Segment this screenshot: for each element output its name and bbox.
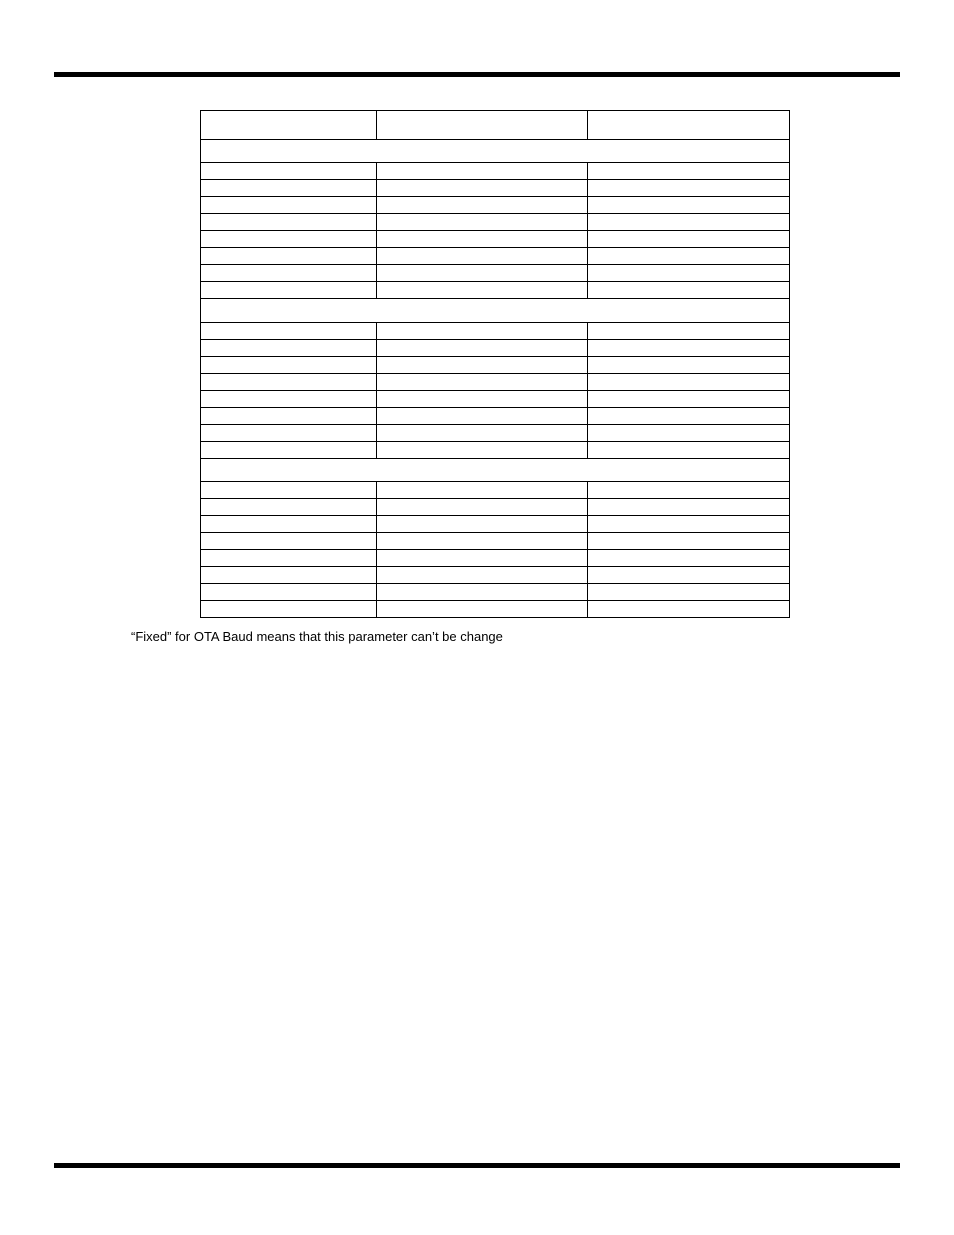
table-cell xyxy=(588,601,790,618)
table-row xyxy=(201,357,790,374)
table-row xyxy=(201,584,790,601)
table-cell xyxy=(201,231,377,248)
table-cell xyxy=(201,282,377,299)
table-cell xyxy=(201,323,377,340)
table-cell xyxy=(201,197,377,214)
header-rule xyxy=(54,72,900,77)
table-row xyxy=(201,248,790,265)
table-row xyxy=(201,516,790,533)
table-cell xyxy=(377,391,588,408)
table-row xyxy=(201,180,790,197)
table-cell xyxy=(588,391,790,408)
table-cell xyxy=(377,163,588,180)
table-cell xyxy=(588,357,790,374)
table-header-row xyxy=(201,111,790,140)
table-cell xyxy=(201,163,377,180)
table-cell xyxy=(201,516,377,533)
table-cell xyxy=(201,180,377,197)
table-header-cell xyxy=(588,111,790,140)
table-cell xyxy=(588,408,790,425)
table-cell xyxy=(201,425,377,442)
table-cell xyxy=(201,408,377,425)
table-row xyxy=(201,601,790,618)
table-cell xyxy=(377,282,588,299)
table-cell xyxy=(588,533,790,550)
table-section-row xyxy=(201,140,790,163)
table-header-cell xyxy=(377,111,588,140)
table-section-cell xyxy=(201,140,790,163)
table-cell xyxy=(201,357,377,374)
table-cell xyxy=(588,180,790,197)
table-cell xyxy=(588,214,790,231)
table-row xyxy=(201,231,790,248)
table-cell xyxy=(377,248,588,265)
table-section-cell xyxy=(201,299,790,323)
table-header-cell xyxy=(201,111,377,140)
parameter-table xyxy=(200,110,790,618)
footer-rule xyxy=(54,1163,900,1168)
table-cell xyxy=(377,584,588,601)
table-row xyxy=(201,550,790,567)
table-row xyxy=(201,391,790,408)
table-cell xyxy=(377,357,588,374)
table-row xyxy=(201,214,790,231)
table-row xyxy=(201,340,790,357)
table-cell xyxy=(377,265,588,282)
table-cell xyxy=(377,340,588,357)
table-cell xyxy=(201,601,377,618)
table-cell xyxy=(201,265,377,282)
table-cell xyxy=(377,214,588,231)
table-cell xyxy=(377,550,588,567)
table-row xyxy=(201,163,790,180)
table-row xyxy=(201,499,790,516)
table-cell xyxy=(201,248,377,265)
table-cell xyxy=(588,516,790,533)
table-row xyxy=(201,567,790,584)
table-cell xyxy=(588,499,790,516)
table-cell xyxy=(201,214,377,231)
table-cell xyxy=(588,442,790,459)
table-cell xyxy=(588,584,790,601)
table-cell xyxy=(201,499,377,516)
table-cell xyxy=(377,601,588,618)
table-cell xyxy=(201,442,377,459)
table-cell xyxy=(377,231,588,248)
table-row xyxy=(201,408,790,425)
table-cell xyxy=(588,248,790,265)
table-cell xyxy=(201,340,377,357)
table-row xyxy=(201,265,790,282)
table-cell xyxy=(588,231,790,248)
table-cell xyxy=(588,482,790,499)
table-section-row xyxy=(201,299,790,323)
table-cell xyxy=(377,323,588,340)
table-cell xyxy=(377,567,588,584)
table-cell xyxy=(588,550,790,567)
table-cell xyxy=(377,425,588,442)
table-cell xyxy=(377,516,588,533)
table-cell xyxy=(201,533,377,550)
table-cell xyxy=(588,323,790,340)
table-section-cell xyxy=(201,459,790,482)
table-cell xyxy=(377,374,588,391)
table-cell xyxy=(588,567,790,584)
table-cell xyxy=(377,197,588,214)
table-cell xyxy=(377,499,588,516)
footnote-text: “Fixed” for OTA Baud means that this parameter can’t be change xyxy=(131,629,503,644)
table-cell xyxy=(201,482,377,499)
table-row xyxy=(201,374,790,391)
table-cell xyxy=(201,567,377,584)
table-row xyxy=(201,482,790,499)
table-cell xyxy=(377,180,588,197)
table-cell xyxy=(377,442,588,459)
table-cell xyxy=(588,265,790,282)
table-cell xyxy=(377,482,588,499)
table-cell xyxy=(588,340,790,357)
table-cell xyxy=(377,408,588,425)
table-cell xyxy=(588,197,790,214)
table-cell xyxy=(201,550,377,567)
table-row xyxy=(201,533,790,550)
table-cell xyxy=(201,374,377,391)
table-row xyxy=(201,442,790,459)
table-cell xyxy=(201,584,377,601)
table-cell xyxy=(588,374,790,391)
table-row xyxy=(201,197,790,214)
table-row xyxy=(201,323,790,340)
table-cell xyxy=(588,425,790,442)
table-cell xyxy=(201,391,377,408)
table-cell xyxy=(588,282,790,299)
table-row xyxy=(201,425,790,442)
table-row xyxy=(201,282,790,299)
table-cell xyxy=(377,533,588,550)
table-cell xyxy=(588,163,790,180)
table-section-row xyxy=(201,459,790,482)
